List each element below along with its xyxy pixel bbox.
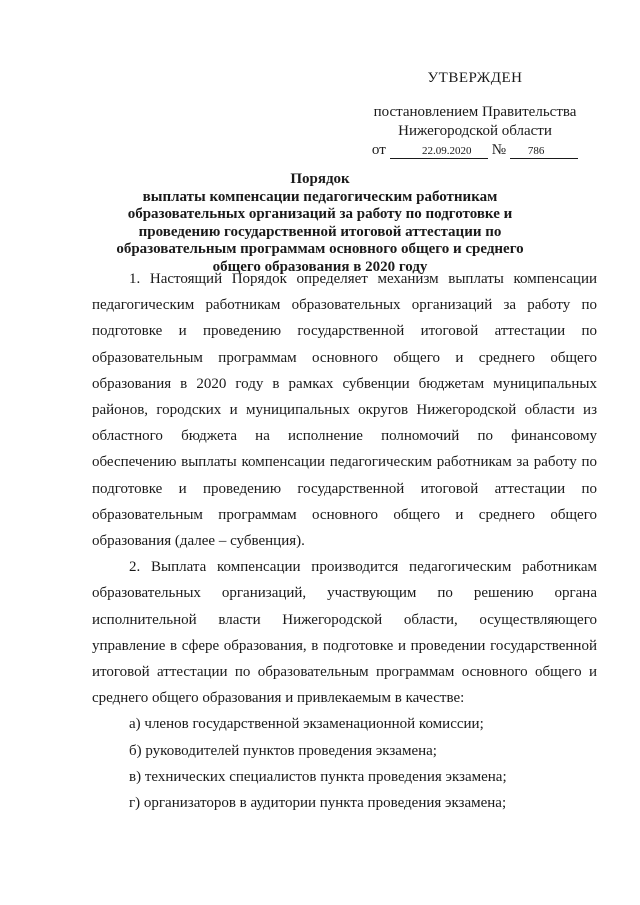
list-item-b: б) руководителей пунктов проведения экзамена; — [129, 742, 437, 759]
document-heading — [92, 171, 548, 276]
approval-line-1: постановлением Правительства — [373, 104, 577, 120]
heading-subtitle: выплаты компенсации педагогическим работникам образовательных организаций за работу по подготовке и проведению государственной итоговой аттестации по образовательным программам основного общего и среднего общего образования в 2020 году — [116, 188, 524, 275]
heading-title: Порядок — [290, 171, 350, 187]
decree-date: 22.09.2020 — [390, 145, 488, 159]
document-body — [92, 266, 597, 816]
number-sign: № — [491, 142, 507, 158]
decree-number: 786 — [510, 145, 578, 159]
decree-date-number-row — [360, 141, 590, 160]
list-item-c: в) технических специалистов пункта проведения экзамена; — [129, 768, 507, 785]
list-item-a: а) членов государственной экзаменационной комиссии; — [129, 716, 484, 733]
approved-word: УТВЕРЖДЕН — [427, 70, 523, 86]
approval-line-2: Нижегородской области — [398, 123, 552, 139]
approval-stamp — [360, 70, 590, 160]
list-item-d: г) организаторов в аудитории пункта проведения экзамена; — [129, 795, 507, 812]
paragraph-2: 2. Выплата компенсации производится педагогическим работникам образовательных организаций, участвующим по решению органа исполнительной власти Нижегородской области, осуществляющего управление в сфере образования, в подготовке и проведении государственной итоговой аттестации по образовательным программам основного общего и среднего общего образования и привлекаемым в качестве: — [92, 559, 597, 707]
paragraph-1: 1. Настоящий Порядок определяет механизм выплаты компенсации педагогическим работникам образовательных организаций за работу по подготовке и проведению государственной итоговой аттестации по образовательным программам основного общего и среднего общего образования в 2020 году в рамках субвенции бюджетам муниципальных районов, городских и муниципальных округов Нижегородской области из областного бюджета на исполнение полномочий по финансовому обеспечению выплаты компенсации педагогическим работникам за работу по подготовке и проведению государственной итоговой аттестации по образовательным программам основного общего и среднего общего образования (далее – субвенция). — [92, 271, 597, 550]
from-label: от — [371, 142, 386, 158]
